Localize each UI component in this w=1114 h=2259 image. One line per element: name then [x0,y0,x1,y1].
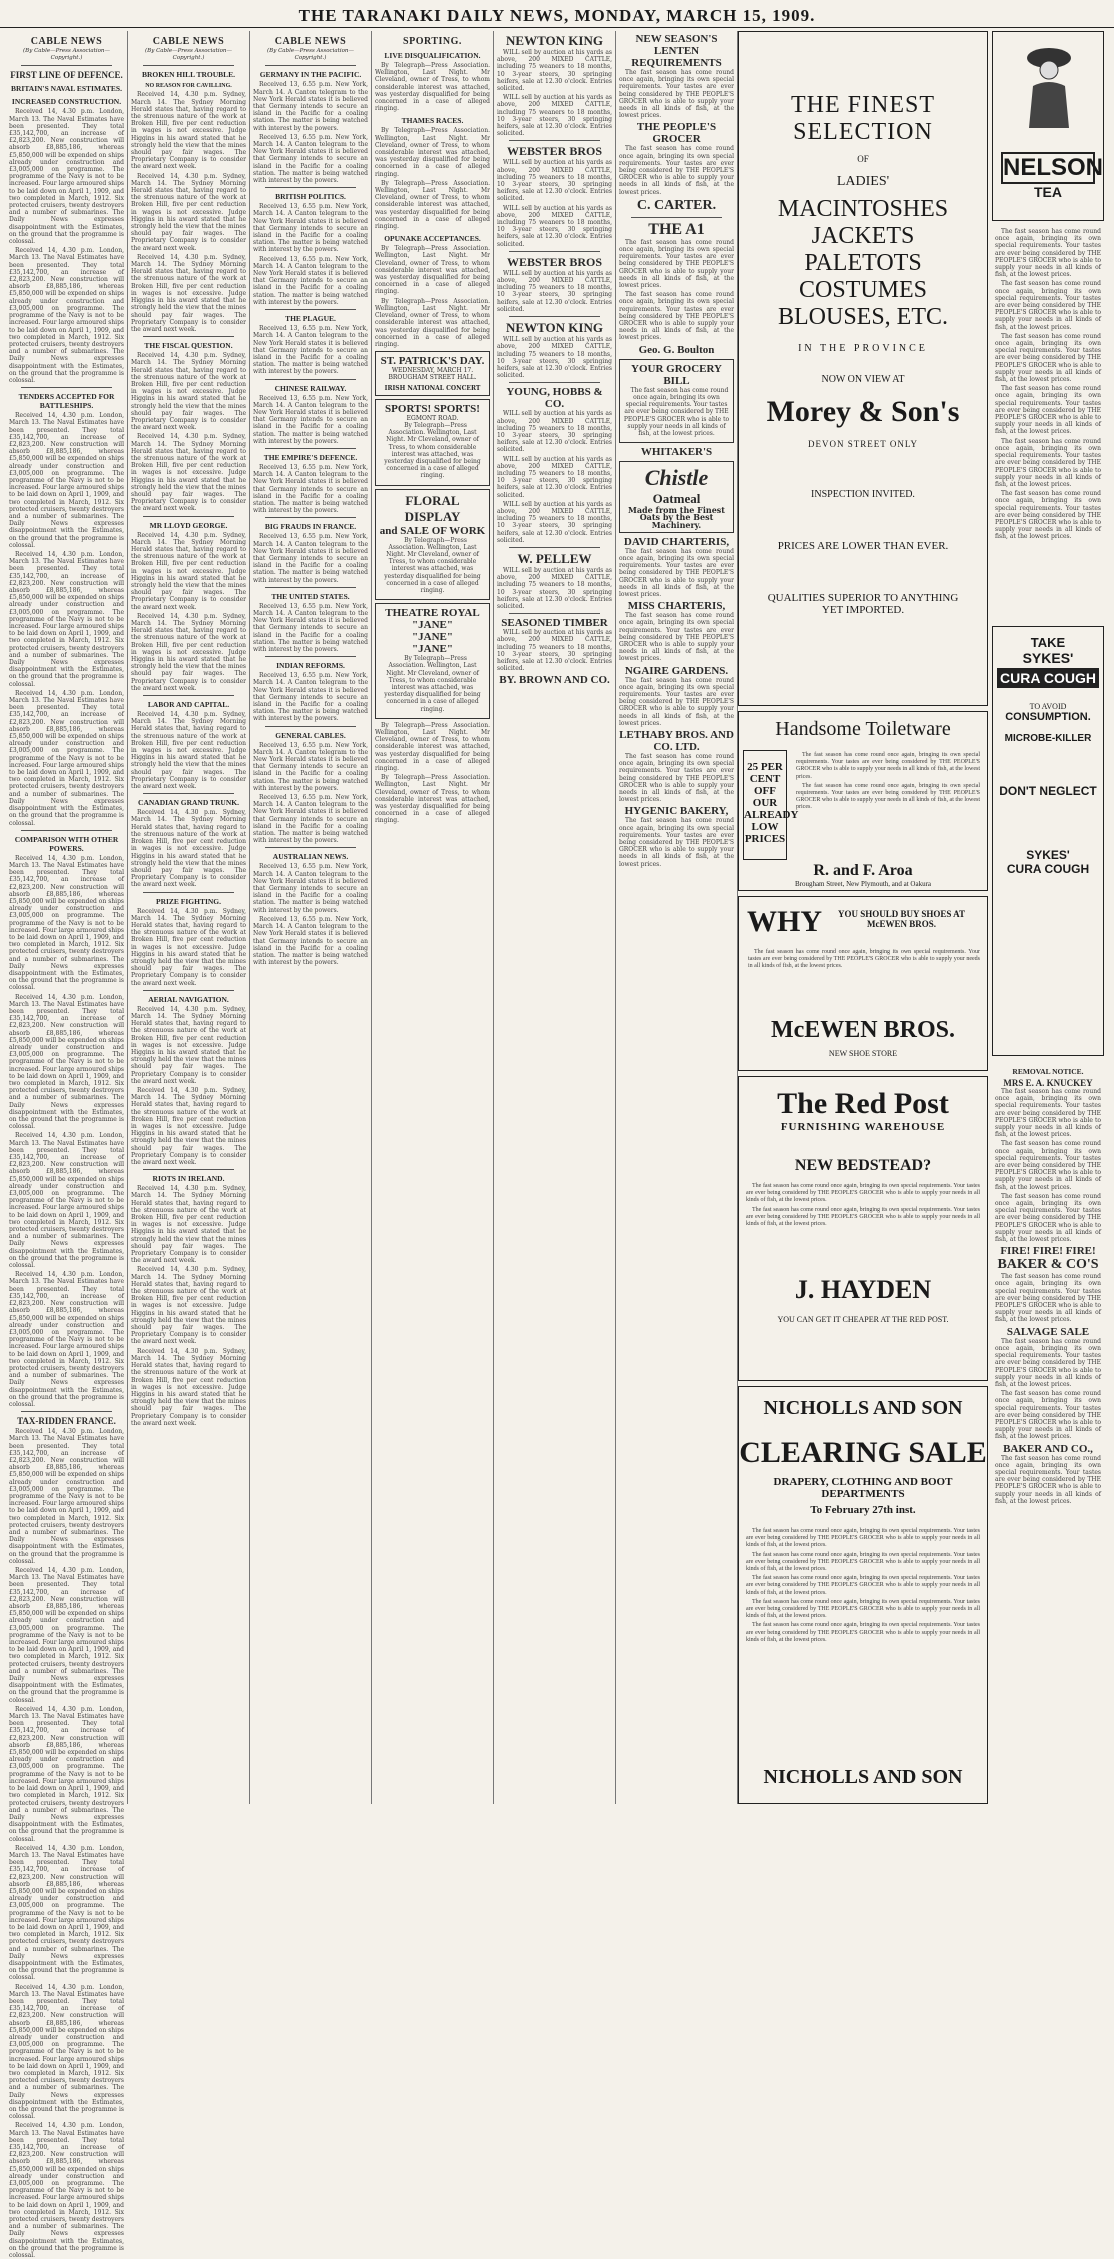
ad-line: To February 27th inst. [810,1504,916,1516]
article-text: By Telegraph—Press Association. Wellington, Last Night. Mr Cleveland, owner of Tress, to whom considerable interest was attached, was yesterday disqualified for being concerned in a case of alleged ringing. [375,721,490,773]
article-text: The fast season has come round once again, bringing its own special requirements. Your tastes are ever being considered by THE PEOPLE'S GROCER who is able to supply your needs in all kinds of fish, at the lowest prices. [746,1183,980,1204]
article-text: The fast season has come round once again, bringing its own special requirements. Your tastes are ever being considered by THE PEOPLE'S GROCER who is able to supply your needs in all kinds of fish, at the lowest prices. [619,676,734,727]
ad-title: THEATRE ROYAL [385,607,480,620]
article-text: Received 14, 4.30 p.m. London, March 13. The Naval Estimates have been presented. They total £35,142,700, an increase of £2,823,200. New construction will absorb £8,885,186, whereas £5,850,000 will be expended on ships already under construction and £3,005,000 on programme. The programme of the Navy is not to be increased. Four large armoured ships to be laid down on April 1, 1909, and two completed in March, 1912. Six protected cruisers, twenty destroyers and a number of submarines. The Daily News expresses disappointment with the Estimates, on the ground that the programme is colossal. [9,550,124,688]
ad-area [738,31,1104,1804]
ad-title: NEW SEASON'S LENTEN REQUIREMENTS [631,33,722,69]
byline: (By Cable—Press Association—Copyright.) [23,48,110,62]
ad-line: OF [857,154,869,164]
headline: RIOTS IN IRELAND. [152,1174,225,1184]
article-text: Received 13, 6.55 p.m. New York, March 14. A Canton telegram to the New York Herald states it is believed that Germany intends to secure an island in the Pacific for a coaling station. The matter is being watched with interest by the powers. [253,394,368,445]
article-text: The fast season has come round once again, bringing its own special requirements. Your tastes are ever being considered by THE PEOPLE'S GROCER who is able to supply your needs in all kinds of fish, at the lowest prices. [995,1140,1101,1191]
ad-title: CLEARING SALE [739,1436,987,1469]
article-text: Received 14, 4.30 p.m. London, March 13. The Naval Estimates have been presented. They total £35,142,700, an increase of £2,823,200. New construction will absorb £8,885,186, whereas £5,850,000 will be expended on ships already under construction and £3,005,000 on programme. The programme of the Navy is not to be increased. Four large armoured ships to be laid down on April 1, 1909, and two completed in March, 1912. Six protected cruisers, twenty destroyers and a number of submarines. The Daily News expresses disappointment with the Estimates, on the ground that the programme is colossal. [9,247,124,384]
brand-name: NELSON [1001,152,1095,184]
article-text: The fast season has come round once again, bringing its own special requirements. Your tastes are ever being considered by THE PEOPLE'S GROCER who is able to supply your needs in all kinds of fish, at the lowest prices. [746,1622,980,1643]
ad-line: NOW ON VIEW AT [821,374,905,385]
advertisement [619,461,734,533]
column-header: CABLE NEWS [30,36,103,47]
article-text: WILL sell by auction at his yards as above, 200 MIXED CATTLE, including 75 weaners to 18 months, 10 3-year steers, 30 springing heifers, sale at 12.30 o'clock. Entries solicited. [497,336,612,380]
headline: GENERAL CABLES. [275,730,346,740]
article-text: Received 13, 6.55 p.m. New York, March 14. A Canton telegram to the New York Herald states it is believed that Germany intends to secure an island in the Pacific for a coaling station. The matter is being watched with interest by the powers. [253,533,368,584]
headline: THE PLAGUE. [285,314,336,324]
classifieds [992,226,1104,621]
subhead: NO REASON FOR CAVILLING. [145,83,232,90]
ad-line: IN THE PROVINCE [798,343,928,354]
article-text: WILL sell by auction at his yards as above, 200 MIXED CATTLE, including 75 weaners to 18 months, 10 3-year steers, 30 springing heifers, sale at 12.30 o'clock. Entries solicited. [497,49,612,93]
ad-line: QUALITIES SUPERIOR TO ANYTHING YET IMPORTED. [767,592,959,616]
ad-line: BLOUSES, ETC. [777,304,948,330]
ad-line: TAKE [1030,635,1066,650]
article-text: Received 14, 4.30 p.m. Sydney, March 14. The Sydney Morning Herald states that, having regard to the strenuous nature of the work at Broken Hill, five per cent reduction in wages is not excessive. Judge Higgins in his award stated that he strongly held the view that the mines should pay fair wages. The Proprietary Company is to consider the award next week. [131,1086,246,1167]
article-text: Received 14, 4.30 p.m. Sydney, March 14. The Sydney Morning Herald states that, having regard to the strenuous nature of the work at Broken Hill, five per cent reduction in wages is not excessive. Judge Higgins in his award stated that he strongly held the view that the mines should pay fair wages. The Proprietary Company is to consider the award next week. [131,91,246,171]
ad-title: THE PEOPLE'S GROCER [636,121,717,146]
ad-line: "JANE" [412,619,453,632]
brand-name: R. and F. Aroa [813,862,913,879]
byline: (By Cable—Press Association—Copyright.) [145,48,232,62]
article-text: By Telegraph—Press Association. Wellington, Last Night. Mr Cleveland, owner of Tress, to whom considerable interest was attached, was yesterday disqualified for being concerned in a case of alleged ringing. [375,245,490,296]
ad-line: INSPECTION INVITED. [811,489,915,500]
column-header: SPORTING. [403,36,462,47]
ad-line: DRAPERY, CLOTHING AND BOOT DEPARTMENTS [773,1476,953,1500]
ad-title: WHY [747,905,822,938]
article-text: Received 14, 4.30 p.m. London, March 13. The Naval Estimates have been presented. They total £35,142,700, an increase of £2,823,200. New construction will absorb £8,885,186, whereas £5,850,000 will be expended on ships already under construction and £3,005,000 on programme. The programme of the Navy is not to be increased. Four large armoured ships to be laid down on April 1, 1909, and two completed in March, 1912. Six protected cruisers, twenty destroyers and a number of submarines. The Daily News expresses disappointment with the Estimates, on the ground that the programme is colossal. [9,412,124,549]
headline: CHINESE RAILWAY. [274,383,347,393]
article-text: The fast season has come round once again, bringing its own special requirements. Your tastes are ever being considered by THE PEOPLE'S GROCER who is able to supply your needs in all kinds of fish, at the lowest prices. [995,1454,1101,1505]
ad-title: WEBSTER BROS [506,254,603,269]
article-text: By Telegraph—Press Association. Wellington, Last Night. Mr Cleveland, owner of Tress, to whom considerable interest was attached, was yesterday disqualified for being concerned in a case of alleged ringing. [384,655,481,713]
article-text: The fast season has come round once again, bringing its own special requirements. Your tastes are ever being considered by THE PEOPLE'S GROCER who is able to supply your needs in all kinds of fish, at the lowest prices. [619,612,734,663]
ad-title: MISS CHARTERIS, [627,600,726,613]
ad-title: Handsome Toiletware [775,718,951,740]
article-text: Received 13, 6.55 p.m. New York, March 14. A Canton telegram to the New York Herald states it is believed that Germany intends to secure an island in the Pacific for a coaling station. The matter is being watched with interest by the powers. [253,794,368,845]
headline: THE EMPIRE'S DEFENCE. [263,452,358,462]
article-text: Received 13, 6.55 p.m. New York, March 14. A Canton telegram to the New York Herald states it is believed that Germany intends to secure an island in the Pacific for a coaling station. The matter is being watched with interest by the powers. [253,133,368,185]
masthead: THE TARANAKI DAILY NEWS, MONDAY, MARCH 15, 1909. [0,0,1114,28]
headline: LABOR AND CAPITAL. [147,700,230,710]
brand-product: TEA [1034,184,1062,200]
column-6 [616,31,738,1804]
article-text: Received 13, 6.55 p.m. New York, March 14. A Canton telegram to the New York Herald states it is believed that Germany intends to secure an island in the Pacific for a coaling station. The matter is being watched with interest by the powers. [253,463,368,515]
article-text: By Telegraph—Press Association. Wellington, Last Night. Mr Cleveland, owner of Tress, to whom considerable interest was attached, was yesterday disqualified for being concerned in a case of alleged ringing. [375,127,490,178]
ad-line: MACINTOSHES [777,196,949,222]
article-text: Received 14, 4.30 p.m. Sydney, March 14. The Sydney Morning Herald states that, having regard to the strenuous nature of the work at Broken Hill, five per cent reduction in wages is not excessive. Judge Higgins in his award stated that he strongly held the view that the mines should pay fair wages. The Proprietary Company is to consider the award next week. [131,531,246,611]
article-text: WILL sell by auction at his yards as above, 200 MIXED CATTLE, including 75 weaners to 18 months, 10 3-year steers, 30 springing heifers, sale at 12.30 o'clock. Entries solicited. [497,410,612,454]
article-text: The fast season has come round once again, bringing its own special requirements. Your tastes are ever being considered by THE PEOPLE'S GROCER who is able to supply your needs in all kinds of fish, at the lowest prices. [746,1551,980,1573]
ad-line: FURNISHING WAREHOUSE [780,1121,946,1133]
ad-line: BROUGHAM STREET HALL. [388,374,477,382]
article-text: Received 14, 4.30 p.m. London, March 13. The Naval Estimates have been presented. They total £35,142,700, an increase of £2,823,200. New construction will absorb £8,885,186, whereas £5,850,000 will be expended on ships already under construction and £3,005,000 on programme. The programme of the Navy is not to be increased. Four large armoured ships to be laid down on April 1, 1909, and two completed in March, 1912. Six protected cruisers, twenty destroyers and a number of submarines. The Daily News expresses disappointment with the Estimates, on the ground that the programme is colossal. [9,1983,124,2121]
subhead: INCREASED CONSTRUCTION. [11,97,122,107]
article-text: By Telegraph—Press Association. Wellington, Last Night. Mr Cleveland, owner of Tress, to whom considerable interest was attached, was yesterday disqualified for being concerned in a case of alleged ringing. [375,774,490,825]
ad-title: NEWTON KING [506,33,603,48]
ad-title: MRS E. A. KNUCKEY [1003,1078,1093,1088]
article-text: The fast season has come round once again, bringing its own special requirements. Your tastes are ever being considered by THE PEOPLE'S GROCER who is able to supply your needs in all kinds of fish, at the lowest prices. [796,782,980,811]
ad-line: NEW SHOE STORE [828,1049,898,1058]
ad-title: YOUNG, HOBBS & CO. [506,386,603,411]
ad-line: CONSUMPTION. [1005,711,1091,723]
ad-title: DAVID CHARTERIS, [623,535,730,548]
article-text: The fast season has come round once again, bringing its own special requirements. Your tastes are ever being considered by THE PEOPLE'S GROCER who is able to supply your needs in all kinds of fish, at the lowest prices. [995,1390,1101,1441]
brand-name: Morey & Son's [766,395,960,428]
subhead: TENDERS ACCEPTED FOR BATTLESHIPS. [18,392,115,411]
article-text: Received 14, 4.30 p.m. Sydney, March 14. The Sydney Morning Herald states that, having regard to the strenuous nature of the work at Broken Hill, five per cent reduction in wages is not excessive. Judge Higgins in his award stated that he strongly held the view that the mines should pay fair wages. The Proprietary Company is to consider the award next week. [131,1266,246,1346]
ad-body [745,947,983,1007]
article-text: Received 13, 6.55 p.m. New York, March 14. A Canton telegram to the New York Herald states it is believed that Germany intends to secure an island in the Pacific for a coaling station. The matter is being watched with interest by the powers. [253,81,368,132]
brand-name: NICHOLLS AND SON [763,1397,963,1419]
brand-name: Chistle [644,465,709,491]
article-text: WILL sell by auction at his yards as above, 200 MIXED CATTLE, including 75 weaners to 18 months, 10 3-year steers, 30 springing heifers, sale at 12.30 o'clock. Entries solicited. [497,204,612,248]
headline: THE FISCAL QUESTION. [144,341,233,351]
headline: THE UNITED STATES. [271,591,350,601]
advertisement [619,359,734,443]
ad-title: BY. BROWN AND CO. [499,674,610,687]
ad-title: YOUR GROCERY BILL [631,362,722,387]
article-text: The fast season has come round once again, bringing its own special requirements. Your tastes are ever being considered by THE PEOPLE'S GROCER who is able to supply your needs in all kinds of fish, at the lowest prices. [995,228,1101,279]
article-text: Received 14, 4.30 p.m. Sydney, March 14. The Sydney Morning Herald states that, having regard to the strenuous nature of the work at Broken Hill, five per cent reduction in wages is not excessive. Judge Higgins in his award stated that he strongly held the view that the mines should pay fair wages. The Proprietary Company is to consider the award next week. [131,711,246,791]
article-text: The fast season has come round once again, bringing its own special requirements. Your tastes are ever being considered by THE PEOPLE'S GROCER who is able to supply your needs in all kinds of fish, at the lowest prices. [619,238,734,290]
ad-line: JACKETS [811,223,915,249]
ad-line: YOU CAN GET IT CHEAPER AT THE RED POST. [777,1315,949,1324]
ad-line: MICROBE-KILLER [1004,733,1092,744]
article-text: Received 13, 6.55 p.m. New York, March 14. A Canton telegram to the New York Herald states it is believed that Germany intends to secure an island in the Pacific for a coaling station. The matter is being watched with interest by the powers. [253,325,368,376]
ad-title: BAKER & CO'S [997,1257,1099,1273]
ad-line: IRISH NATIONAL CONCERT [384,384,481,392]
discount-badge: 25 PER CENT OFF OUR ALREADY LOW PRICES [743,750,787,860]
article-text: By Telegraph—Press Association. Wellington, Last Night. Mr Cleveland, owner of Tress, to whom considerable interest was attached, was yesterday disqualified for being concerned in a case of alleged ringing. [384,421,481,480]
subhead: REMOVAL NOTICE. [1012,1067,1084,1076]
article-text: The fast season has come round once again, bringing its own special requirements. Your tastes are ever being considered by THE PEOPLE'S GROCER who is able to supply your needs in all kinds of fish, at the lowest prices. [995,1337,1101,1388]
ad-line: PALETOTS [804,250,922,276]
article-text: Received 14, 4.30 p.m. London, March 13. The Naval Estimates have been presented. They total £35,142,700, an increase of £2,823,200. New construction will absorb £8,885,186, whereas £5,850,000 will be expended on ships already under construction and £3,005,000 on programme. The programme of the Navy is not to be increased. Four large armoured ships to be laid down on April 1, 1909, and two completed in March, 1912. Six protected cruisers, twenty destroyers and a number of submarines. The Daily News expresses disappointment with the Estimates, on the ground that the programme is colossal. [9,108,124,246]
article-text: By Telegraph—Press Association. Wellington, Last Night. Mr Cleveland, owner of Tress, to whom considerable interest was attached, was yesterday disqualified for being concerned in a case of alleged ringing. [375,179,490,231]
article-text: Received 14, 4.30 p.m. London, March 13. The Naval Estimates have been presented. They total £35,142,700, an increase of £2,823,200. New construction will absorb £8,885,186, whereas £5,850,000 will be expended on ships already under construction and £3,005,000 on programme. The programme of the Navy is not to be increased. Four large armoured ships to be laid down on April 1, 1909, and two completed in March, 1912. Six protected cruisers, twenty destroyers and a number of submarines. The Daily News expresses disappointment with the Estimates, on the ground that the programme is colossal. [9,1132,124,1270]
article-text: Received 14, 4.30 p.m. London, March 13. The Naval Estimates have been presented. They total £35,142,700, an increase of £2,823,200. New construction will absorb £8,885,186, whereas £5,850,000 will be expended on ships already under construction and £3,005,000 on programme. The programme of the Navy is not to be increased. Four large armoured ships to be laid down on April 1, 1909, and two completed in March, 1912. Six protected cruisers, twenty destroyers and a number of submarines. The Daily News expresses disappointment with the Estimates, on the ground that the programme is colossal. [9,993,124,1131]
article-text: Received 14, 4.30 p.m. London, March 13. The Naval Estimates have been presented. They total £35,142,700, an increase of £2,823,200. New construction will absorb £8,885,186, whereas £5,850,000 will be expended on ships already under construction and £3,005,000 on programme. The programme of the Navy is not to be increased. Four large armoured ships to be laid down on April 1, 1909, and two completed in March, 1912. Six protected cruisers, twenty destroyers and a number of submarines. The Daily News expresses disappointment with the Estimates, on the ground that the programme is colossal. [9,1567,124,1704]
article-text: WILL sell by auction at his yards as above, 200 MIXED CATTLE, including 75 weaners to 18 months, 10 3-year steers, 30 springing heifers, sale at 12.30 o'clock. Entries solicited. [497,94,612,138]
brand-product: Oatmeal [652,491,701,507]
article-text: The fast season has come round once again, bringing its own special requirements. Your tastes are ever being considered by THE PEOPLE'S GROCER who is able to supply your needs in all kinds of fish, at the lowest prices. [619,817,734,868]
classifieds [992,1061,1104,1804]
ad-line: Made from the Finest Oats by the Best Machinery. [628,505,725,530]
ad-title: SALVAGE SALE [1006,1325,1090,1338]
article-text: WILL sell by auction at his yards as above, 200 MIXED CATTLE, including 75 weaners to 18 months, 10 3-year steers, 30 springing heifers, sale at 12.30 o'clock. Entries solicited. [497,500,612,544]
article-text: The fast season has come round once again, bringing its own special requirements. Your tastes are ever being considered by THE PEOPLE'S GROCER who is able to supply your needs in all kinds of fish, at the lowest prices. [796,752,980,780]
article-text: Received 14, 4.30 p.m. London, March 13. The Naval Estimates have been presented. They total £35,142,700, an increase of £2,823,200. New construction will absorb £8,885,186, whereas £5,850,000 will be expended on ships already under construction and £3,005,000 on programme. The programme of the Navy is not to be increased. Four large armoured ships to be laid down on April 1, 1909, and two completed in March, 1912. Six protected cruisers, twenty destroyers and a number of submarines. The Daily News expresses disappointment with the Estimates, on the ground that the programme is colossal. [9,1705,124,1843]
article-text: Received 13, 6.55 p.m. New York, March 14. A Canton telegram to the New York Herald states it is believed that Germany intends to secure an island in the Pacific for a coaling station. The matter is being watched with interest by the powers. [253,203,368,254]
ad-title: THE A1 [648,220,705,238]
ad-line: "JANE" [412,643,453,656]
brand-name: McEWEN BROS. [770,1017,955,1043]
article-text: Received 13, 6.55 p.m. New York, March 14. A Canton telegram to the New York Herald states it is believed that Germany intends to secure an island in the Pacific for a coaling station. The matter is being watched with interest by the powers. [253,672,368,723]
article-text: The fast season has come round once again, bringing its own special requirements. Your tastes are ever being considered by THE PEOPLE'S GROCER who is able to supply your needs in all kinds of fish, at the lowest prices. [995,490,1101,541]
article-text: Received 13, 6.55 p.m. New York, March 14. A Canton telegram to the New York Herald states it is believed that Germany intends to secure an island in the Pacific for a coaling station. The matter is being watched with interest by the powers. [253,863,368,914]
article-text: The fast season has come round once again, bringing its own special requirements. Your tastes are ever being considered by THE PEOPLE'S GROCER who is able to supply your needs in all kinds of fish, at the lowest prices. [995,280,1101,331]
article-text: Received 14, 4.30 p.m. Sydney, March 14. The Sydney Morning Herald states that, having regard to the strenuous nature of the work at Broken Hill, five per cent reduction in wages is not excessive. Judge Higgins in his award stated that he strongly held the view that the mines should pay fair wages. The Proprietary Company is to consider the award next week. [131,352,246,432]
article-text: Received 14, 4.30 p.m. London, March 13. The Naval Estimates have been presented. They total £35,142,700, an increase of £2,823,200. New construction will absorb £8,885,186, whereas £5,850,000 will be expended on ships already under construction and £3,005,000 on programme. The programme of the Navy is not to be increased. Four large armoured ships to be laid down on April 1, 1909, and two completed in March, 1912. Six protected cruisers, twenty destroyers and a number of submarines. The Daily News expresses disappointment with the Estimates, on the ground that the programme is colossal. [9,1428,124,1565]
advertisement [375,399,490,486]
article-text: WILL sell by auction at his yards as above, 200 MIXED CATTLE, including 75 weaners to 18 months, 10 3-year steers, 30 springing heifers, sale at 12.30 o'clock. Entries solicited. [497,455,612,499]
brand-name: The Red Post [777,1087,949,1120]
ad-line: DEVON STREET ONLY [808,439,918,449]
headline: GERMANY IN THE PACIFIC. [259,70,362,80]
article-text: Received 13, 6.55 p.m. New York, March 14. A Canton telegram to the New York Herald states it is believed that Germany intends to secure an island in the Pacific for a coaling station. The matter is being watched with interest by the powers. [253,602,368,653]
column-3 [250,31,372,1804]
article-text: Received 14, 4.30 p.m. London, March 13. The Naval Estimates have been presented. They total £35,142,700, an increase of £2,823,200. New construction will absorb £8,885,186, whereas £5,850,000 will be expended on ships already under construction and £3,005,000 on programme. The programme of the Navy is not to be increased. Four large armoured ships to be laid down on April 1, 1909, and two completed in March, 1912. Six protected cruisers, twenty destroyers and a number of submarines. The Daily News expresses disappointment with the Estimates, on the ground that the programme is colossal. [9,1271,124,1408]
ad-title: W. PELLEW [517,550,592,566]
toiletware-advertisement [738,711,988,891]
morey-advertisement [738,31,988,706]
column-header: CABLE NEWS [274,36,347,47]
article-text: The fast season has come round once again, bringing its own special requirements. Your tastes are ever being considered by THE PEOPLE'S GROCER who is able to supply your needs in all kinds of fish, at the lowest prices. [623,386,730,437]
ad-title: SPORTS! SPORTS! [385,402,480,415]
article-text: The fast season has come round once again, bringing its own special requirements. Your tastes are ever being considered by THE PEOPLE'S GROCER who is able to supply your needs in all kinds of fish, at the lowest prices. [746,1206,980,1228]
ad-line: COSTUMES [798,277,928,303]
article-text: Received 13, 6.55 p.m. New York, March 14. A Canton telegram to the New York Herald states it is believed that Germany intends to secure an island in the Pacific for a coaling station. The matter is being watched with interest by the powers. [253,255,368,306]
headline: INDIAN REFORMS. [276,661,345,671]
ad-line: NEW BEDSTEAD? [794,1157,932,1174]
article-text: The fast season has come round once again, bringing its own special requirements. Your tastes are ever being considered by THE PEOPLE'S GROCER who is able to supply your needs in all kinds of fish, at the lowest prices. [746,1528,980,1549]
headline: BIG FRAUDS IN FRANCE. [264,522,357,532]
ad-title: FIRE! FIRE! FIRE! [1000,1245,1096,1258]
article-text: The fast season has come round once again, bringing its own special requirements. Your tastes are ever being considered by THE PEOPLE'S GROCER who is able to supply your needs in all kinds of fish, at the lowest prices. [619,752,734,804]
headline: AUSTRALIAN NEWS. [272,852,349,862]
article-text: Received 13, 6.55 p.m. New York, March 14. A Canton telegram to the New York Herald states it is believed that Germany intends to secure an island in the Pacific for a coaling station. The matter is being watched with interest by the powers. [253,915,368,967]
article-text: The fast season has come round once again, bringing its own special requirements. Your tastes are ever being considered by THE PEOPLE'S GROCER who is able to supply your needs in all kinds of fish, at the lowest prices. [746,1598,980,1620]
column-5 [494,31,616,1804]
nicholls-advertisement [738,1386,988,1804]
red-post-advertisement [738,1076,988,1381]
ad-title: Geo. G. Boulton [638,343,715,356]
article-text: Received 14, 4.30 p.m. London, March 13. The Naval Estimates have been presented. They total £35,142,700, an increase of £2,823,200. New construction will absorb £8,885,186, whereas £5,850,000 will be expended on ships already under construction and £3,005,000 on programme. The programme of the Navy is not to be increased. Four large armoured ships to be laid down on April 1, 1909, and two completed in March, 1912. Six protected cruisers, twenty destroyers and a number of submarines. The Daily News expresses disappointment with the Estimates, on the ground that the programme is colossal. [9,2122,124,2259]
article-text: WILL sell by auction at his yards as above, 200 MIXED CATTLE, including 75 weaners to 18 months, 10 3-year steers, 30 springing heifers, sale at 12.30 o'clock. Entries solicited. [497,629,612,673]
ad-title: BAKER AND CO., [1003,1442,1093,1455]
newspaper-page [6,31,1106,2259]
subhead: OPUNAKE ACCEPTANCES. [384,234,481,244]
ad-line: YOU SHOULD BUY SHOES AT McEWEN BROS. [837,909,966,929]
headline: BROKEN HILL TROUBLE. [141,70,235,80]
mcewen-advertisement [738,896,988,1071]
sykes-cura-cough-advertisement [992,626,1104,1056]
ad-title: WHITAKER'S [640,446,713,459]
article-text: Received 14, 4.30 p.m. Sydney, March 14. The Sydney Morning Herald states that, having regard to the strenuous nature of the work at Broken Hill, five per cent reduction in wages is not excessive. Judge Higgins in his award stated that he strongly held the view that the mines should pay fair wages. The Proprietary Company is to consider the award next week. [131,433,246,513]
article-text: Received 14, 4.30 p.m. Sydney, March 14. The Sydney Morning Herald states that, having regard to the strenuous nature of the work at Broken Hill, five per cent reduction in wages is not excessive. Judge Higgins in his award stated that he strongly held the view that the mines should pay fair wages. The Proprietary Company is to consider the award next week. [131,612,246,692]
article-text: WILL sell by auction at his yards as above, 200 MIXED CATTLE, including 75 weaners to 18 months, 10 3-year steers, 30 springing heifers, sale at 12.30 o'clock. Entries solicited. [497,159,612,203]
headline: FIRST LINE OF DEFENCE. [10,70,123,81]
subhead: COMPARISON WITH OTHER POWERS. [14,834,119,853]
ad-line: Brougham Street, New Plymouth, and at Oakura [794,880,932,888]
subhead: LIVE DISQUALIFICATION. [384,51,481,60]
article-text: The fast season has come round once again, bringing its own special requirements. Your tastes are ever being considered by THE PEOPLE'S GROCER who is able to supply your needs in all kinds of fish, at the lowest prices. [995,1273,1101,1324]
column-4 [372,31,494,1804]
article-text: The fast season has come round once again, bringing its own special requirements. Your tastes are ever being considered by THE PEOPLE'S GROCER who is able to supply your needs in all kinds of fish, at the lowest prices. [995,385,1101,436]
column-1 [6,31,128,2259]
article-text: Received 14, 4.30 p.m. London, March 13. The Naval Estimates have been presented. They total £35,142,700, an increase of £2,823,200. New construction will absorb £8,885,186, whereas £5,850,000 will be expended on ships already under construction and £3,005,000 on programme. The programme of the Navy is not to be increased. Four large armoured ships to be laid down on April 1, 1909, and two completed in March, 1912. Six protected cruisers, twenty destroyers and a number of submarines. The Daily News expresses disappointment with the Estimates, on the ground that the programme is colossal. [9,1844,124,1982]
lady-illustration-icon [1019,38,1079,128]
article-text: The fast season has come round once again, bringing its own special requirements. Your tastes are ever being considered by THE PEOPLE'S GROCER who is able to supply your needs in all kinds of fish, at the lowest prices. [995,1192,1101,1244]
headline: TAX-RIDDEN FRANCE. [17,1416,116,1427]
brand-name: CURA COUGH [1006,862,1090,876]
article-text: The fast season has come round once again, bringing its own special requirements. Your tastes are ever being considered by THE PEOPLE'S GROCER who is able to supply your needs in all kinds of fish, at the lowest prices. [619,291,734,342]
article-text: Received 14, 4.30 p.m. Sydney, March 14. The Sydney Morning Herald states that, having regard to the strenuous nature of the work at Broken Hill, five per cent reduction in wages is not excessive. Judge Higgins in his award stated that he strongly held the view that the mines should pay fair wages. The Proprietary Company is to consider the award next week. [131,1005,246,1085]
article-text: Received 14, 4.30 p.m. Sydney, March 14. The Sydney Morning Herald states that, having regard to the strenuous nature of the work at Broken Hill, five per cent reduction in wages is not excessive. Judge Higgins in his award stated that he strongly held the view that the mines should pay fair wages. The Proprietary Company is to consider the award next week. [131,172,246,252]
article-text: Received 14, 4.30 p.m. London, March 13. The Naval Estimates have been presented. They total £35,142,700, an increase of £2,823,200. New construction will absorb £8,885,186, whereas £5,850,000 will be expended on ships already under construction and £3,005,000 on programme. The programme of the Navy is not to be increased. Four large armoured ships to be laid down on April 1, 1909, and two completed in March, 1912. Six protected cruisers, twenty destroyers and a number of submarines. The Daily News expresses disappointment with the Estimates, on the ground that the programme is colossal. [9,689,124,827]
ad-line: EGMONT ROAD. [406,414,459,422]
ad-title: NEWTON KING [506,320,603,336]
ad-line: WEDNESDAY, MARCH 17. [391,367,474,375]
ad-title: THE FINEST SELECTION [791,92,935,145]
ad-line: "JANE" [412,631,453,644]
article-text: WILL sell by auction at his yards as above, 200 MIXED CATTLE, including 75 weaners to 18 months, 10 3-year steers, 30 springing heifers, sale at 12.30 o'clock. Entries solicited. [497,269,612,313]
article-text: The fast season has come round once again, bringing its own special requirements. Your tastes are ever being considered by THE PEOPLE'S GROCER who is able to supply your needs in all kinds of fish, at the lowest prices. [995,1088,1101,1139]
brand-name: J. HAYDEN [794,1275,932,1304]
article-text: The fast season has come round once again, bringing its own special requirements. Your tastes are ever being considered by THE PEOPLE'S GROCER who is able to supply your needs in all kinds of fish, at the lowest prices. [995,437,1101,488]
ad-title: NGAIRE GARDENS. [624,664,729,677]
brand-name: NICHOLLS AND SON [763,1766,963,1788]
headline: PRIZE FIGHTING. [155,896,221,906]
ad-line: TO AVOID [1029,702,1067,711]
column-2 [128,31,250,1804]
article-text: Received 14, 4.30 p.m. Sydney, March 14. The Sydney Morning Herald states that, having regard to the strenuous nature of the work at Broken Hill, five per cent reduction in wages is not excessive. Judge Higgins in his award stated that he strongly held the view that the mines should pay fair wages. The Proprietary Company is to consider the award next week. [131,253,246,333]
brand-name: CURA COUGH [997,668,1099,688]
article-text: The fast season has come round once again, bringing its own special requirements. Your tastes are ever being considered by THE PEOPLE'S GROCER who is able to supply your needs in all kinds of fish, at the lowest prices. [619,145,734,196]
ad-line: LADIES' [836,174,890,189]
nelson-tea-advertisement [992,31,1104,221]
ad-line: SYKES' [1026,848,1070,862]
article-text: By Telegraph—Press Association. Wellington, Last Night. Mr Cleveland, owner of Tress, to whom considerable interest was attached, was yesterday disqualified for being concerned in a case of alleged ringing. [375,297,490,348]
column-header: CABLE NEWS [152,36,225,47]
ad-title: ST. PATRICK'S DAY. [380,355,485,368]
advertisement [375,489,490,601]
headline: MR LLOYD GEORGE. [149,520,228,530]
article-text: By Telegraph—Press Association. Wellington, Last Night. Mr Cleveland, owner of Tress, to whom considerable interest was attached, was yesterday disqualified for being concerned in a case of alleged ringing. [384,536,481,594]
article-text: By Telegraph—Press Association. Wellington, Last Night. Mr Cleveland, owner of Tress, to whom considerable interest was attached, was yesterday disqualified for being concerned in a case of alleged ringing. [375,62,490,113]
ad-body [793,750,983,855]
advertisement [375,603,490,719]
article-text: Received 14, 4.30 p.m. Sydney, March 14. The Sydney Morning Herald states that, having regard to the strenuous nature of the work at Broken Hill, five per cent reduction in wages is not excessive. Judge Higgins in his award stated that he strongly held the view that the mines should pay fair wages. The Proprietary Company is to consider the award next week. [131,809,246,889]
ad-body [743,1526,983,1756]
ad-title: WEBSTER BROS [506,144,603,159]
subhead: THAMES RACES. [401,116,464,126]
ad-line: DON'T NEGLECT [999,784,1097,798]
article-text: WILL sell by auction at his yards as above, 200 MIXED CATTLE, including 75 weaners to 18 months, 10 3-year steers, 30 springing heifers, sale at 12.30 o'clock. Entries solicited. [497,566,612,610]
ad-title: C. CARTER. [636,197,717,213]
article-text: Received 14, 4.30 p.m. Sydney, March 14. The Sydney Morning Herald states that, having regard to the strenuous nature of the work at Broken Hill, five per cent reduction in wages is not excessive. Judge Higgins in his award stated that he strongly held the view that the mines should pay fair wages. The Proprietary Company is to consider the award next week. [131,1185,246,1265]
ad-title: LETHABY BROS. AND CO. LTD. [619,728,734,753]
article-text: The fast season has come round once again, bringing its own special requirements. Your tastes are ever being considered by THE PEOPLE'S GROCER who is able to supply your needs in all kinds of fish, at the lowest prices. [619,69,734,120]
article-text: Received 14, 4.30 p.m. Sydney, March 14. The Sydney Morning Herald states that, having regard to the strenuous nature of the work at Broken Hill, five per cent reduction in wages is not excessive. Judge Higgins in his award stated that he strongly held the view that the mines should pay fair wages. The Proprietary Company is to consider the award next week. [131,907,246,987]
headline: BRITISH POLITICS. [275,192,346,202]
article-text: Received 13, 6.55 p.m. New York, March 14. A Canton telegram to the New York Herald states it is believed that Germany intends to secure an island in the Pacific for a coaling station. The matter is being watched with interest by the powers. [253,741,368,792]
advertisement [375,351,490,396]
article-text: The fast season has come round once again, bringing its own special requirements. Your tastes are ever being considered by THE PEOPLE'S GROCER who is able to supply your needs in all kinds of fish, at the lowest prices. [995,332,1101,384]
ad-title: HYGENIC BAKERY, [624,805,729,818]
article-text: The fast season has come round once again, bringing its own special requirements. Your tastes are ever being considered by THE PEOPLE'S GROCER who is able to supply your needs in all kinds of fish, at the lowest prices. [619,547,734,598]
article-text: Received 14, 4.30 p.m. Sydney, March 14. The Sydney Morning Herald states that, having regard to the strenuous nature of the work at Broken Hill, five per cent reduction in wages is not excessive. Judge Higgins in his award stated that he strongly held the view that the mines should pay fair wages. The Proprietary Company is to consider the award next week. [131,1347,246,1427]
ad-line: SYKES' [1022,650,1074,666]
headline: AERIAL NAVIGATION. [148,994,229,1004]
ad-title: SEASONED TIMBER [501,617,608,630]
subhead: BRITAIN'S NAVAL ESTIMATES. [11,84,122,94]
ad-title: FLORAL DISPLAY [404,492,461,524]
article-text: The fast season has come round once again, bringing its own special requirements. Your tastes are ever being considered by THE PEOPLE'S GROCER who is able to supply your needs in all kinds of fish, at the lowest prices. [746,1575,980,1596]
headline: CANADIAN GRAND TRUNK. [138,798,239,808]
article-text: The fast season has come round once again, bringing its own special requirements. Your tastes are ever being considered by THE PEOPLE'S GROCER who is able to supply your needs in all kinds of fish, at the lowest prices. [748,949,980,970]
article-text: Received 14, 4.30 p.m. London, March 13. The Naval Estimates have been presented. They total £35,142,700, an increase of £2,823,200. New construction will absorb £8,885,186, whereas £5,850,000 will be expended on ships already under construction and £3,005,000 on programme. The programme of the Navy is not to be increased. Four large armoured ships to be laid down on April 1, 1909, and two completed in March, 1912. Six protected cruisers, twenty destroyers and a number of submarines. The Daily News expresses disappointment with the Estimates, on the ground that the programme is colossal. [9,854,124,992]
ad-line: and SALE OF WORK [379,524,486,537]
ad-line: PRICES ARE LOWER THAN EVER. [777,540,949,552]
byline: (By Cable—Press Association—Copyright.) [267,48,354,62]
ad-body [743,1181,983,1261]
